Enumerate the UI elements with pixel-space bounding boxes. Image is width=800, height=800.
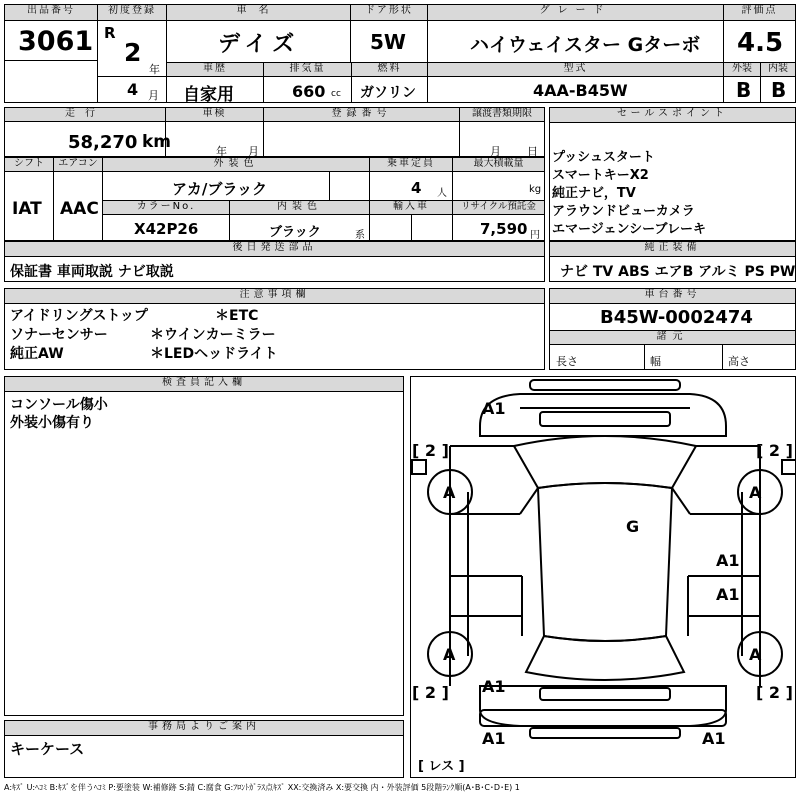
note-item: ＊LEDヘッドライト bbox=[150, 346, 278, 362]
mileage-unit: km bbox=[142, 132, 172, 152]
diagram-mark: G bbox=[626, 517, 640, 536]
recycle-label: リサイクル預託金 bbox=[453, 201, 544, 215]
sales-point-item: スマートキーX2 bbox=[552, 168, 649, 183]
seats-value: 4 bbox=[411, 179, 422, 197]
colorno-label: カラーNo. bbox=[103, 201, 229, 215]
diagram-mark: A1 bbox=[482, 677, 506, 696]
shift-label: シフト bbox=[5, 158, 53, 172]
score-label: 評価点 bbox=[724, 5, 795, 21]
inspector-label: 検査員記入欄 bbox=[5, 377, 403, 392]
intcolor-label: 内装色 bbox=[230, 201, 369, 215]
diagram-mark: [ 2 ] bbox=[412, 441, 449, 460]
diagram-mark: A bbox=[443, 645, 456, 664]
inspection-label: 車検 bbox=[166, 108, 263, 122]
diagram-mark: A1 bbox=[702, 729, 726, 748]
spec-label: 諸元 bbox=[550, 331, 795, 345]
legend: A:ｷｽﾞ U:ﾍｺﾐ B:ｷｽﾞを伴うﾍｺﾐ P:要塗装 W:補修跡 S:錆 C:腐食 G:ﾌﾛﾝﾄｶﾞﾗｽ点ｷｽﾞ XX:交換済み X:要交換 内・外装評価 5段階ﾗﾝｸ順(A･B･C･D･E) 1 bbox=[4, 783, 520, 792]
note-item: ＊ウインカーミラー bbox=[150, 327, 276, 343]
color-label: 外装色 bbox=[103, 158, 369, 172]
inspection-year: 年 bbox=[216, 145, 227, 158]
car-damage-diagram bbox=[410, 376, 796, 778]
length-label: 長さ bbox=[556, 355, 578, 368]
intcolor-suffix: 系 bbox=[355, 230, 365, 241]
int-grade: B bbox=[771, 78, 787, 102]
load-unit: kg bbox=[529, 184, 542, 195]
office-label: 事務局よりご案内 bbox=[5, 721, 403, 736]
door-type: 5W bbox=[370, 30, 406, 54]
office-text: キーケース bbox=[10, 740, 85, 758]
lot-label: 出品番号 bbox=[5, 5, 97, 21]
diagram-mark: A1 bbox=[482, 729, 506, 748]
cc-label: 排気量 bbox=[264, 63, 351, 77]
type-value: 4AA-B45W bbox=[533, 81, 628, 100]
type-label: 型式 bbox=[428, 63, 723, 77]
colorno-value: X42P26 bbox=[134, 220, 199, 238]
shift-value: IAT bbox=[12, 199, 42, 219]
sales-points-list bbox=[552, 149, 706, 239]
diagram-mark: A bbox=[749, 645, 762, 664]
first-reg-label: 初度登録 bbox=[98, 5, 166, 21]
diagram-mark: [ 2 ] bbox=[756, 441, 793, 460]
color-value: アカ/ブラック bbox=[172, 180, 268, 198]
equip-label: 純正装備 bbox=[550, 242, 795, 257]
inspector-line-1: コンソール傷小 bbox=[10, 397, 108, 413]
note-item: ソナーセンサー bbox=[10, 327, 108, 343]
reg-month-unit: 月 bbox=[148, 89, 159, 102]
ac-label: エアコン bbox=[54, 158, 102, 172]
model-label: 車名 bbox=[167, 5, 350, 21]
later-parts-value: 保証書 車両取説 ナビ取説 bbox=[10, 264, 174, 280]
era: R bbox=[104, 24, 116, 42]
int-label: 内装 bbox=[761, 63, 795, 77]
later-parts-label: 後日発送部品 bbox=[5, 242, 544, 257]
intcolor-value: ブラック bbox=[269, 225, 321, 240]
note-item: アイドリングストップ bbox=[10, 308, 148, 324]
ext-label: 外装 bbox=[724, 63, 760, 77]
diagram-mark: A1 bbox=[716, 551, 740, 570]
seats-unit: 人 bbox=[437, 188, 447, 199]
sales-points-label: セールスポイント bbox=[550, 108, 795, 123]
notes-label: 注意事項欄 bbox=[5, 289, 544, 304]
regno-label: 登録番号 bbox=[264, 108, 459, 122]
diagram-mark: A bbox=[443, 483, 456, 502]
mileage-label: 走行 bbox=[5, 108, 165, 122]
cc-value: 660 bbox=[292, 82, 326, 101]
transfer-month: 月 bbox=[490, 145, 501, 158]
transfer-day: 日 bbox=[527, 145, 538, 158]
width-label: 幅 bbox=[650, 355, 661, 368]
load-label: 最大積載量 bbox=[453, 158, 544, 172]
height-label: 高さ bbox=[728, 355, 750, 368]
seats-label: 乗車定員 bbox=[370, 158, 452, 172]
diagram-mark: A1 bbox=[716, 585, 740, 604]
diagram-mark: A1 bbox=[482, 399, 506, 418]
sales-point-item: 純正ナビ，TV bbox=[552, 186, 636, 201]
lot-number: 3061 bbox=[18, 26, 94, 57]
grade-label: グレード bbox=[428, 5, 723, 21]
sales-point-item: プッシュスタート bbox=[552, 150, 655, 165]
note-item: 純正AW bbox=[10, 346, 64, 362]
diagram-mark: [ レス ] bbox=[418, 759, 465, 774]
recycle-unit: 円 bbox=[530, 230, 540, 241]
inspection-month: 月 bbox=[248, 145, 259, 158]
sales-point-item: アラウンドビューカメラ bbox=[552, 204, 695, 219]
mileage-value: 58,270 bbox=[68, 132, 138, 153]
recycle-value: 7,590 bbox=[480, 220, 528, 238]
equip-value: ナビ TV ABS エアB アルミ PS PW bbox=[560, 264, 796, 280]
chassis-number: B45W-0002474 bbox=[600, 307, 753, 328]
ext-grade: B bbox=[736, 78, 752, 102]
sales-point-item: エマージェンシーブレーキ bbox=[552, 222, 706, 237]
inspector-line-2: 外装小傷有り bbox=[10, 415, 94, 431]
import-label: 輸入車 bbox=[370, 201, 452, 215]
history-value: 自家用 bbox=[183, 85, 234, 105]
reg-year: 2 bbox=[124, 38, 142, 67]
fuel-value: ガソリン bbox=[360, 85, 416, 101]
ac-value: AAC bbox=[60, 199, 99, 219]
reg-year-unit: 年 bbox=[149, 63, 160, 76]
transfer-label: 譲渡書類期限 bbox=[460, 108, 544, 122]
note-item: ＊ETC bbox=[215, 308, 259, 324]
fuel-label: 燃料 bbox=[352, 63, 427, 77]
grade-name: ハイウェイスター Gターボ bbox=[470, 34, 701, 56]
history-label: 車歴 bbox=[167, 63, 263, 77]
score-value: 4.5 bbox=[737, 28, 784, 58]
diagram-mark: A bbox=[749, 483, 762, 502]
door-label: ドア形状 bbox=[351, 5, 427, 21]
model-name: デイズ bbox=[218, 32, 301, 57]
diagram-mark: [ 2 ] bbox=[756, 683, 793, 702]
reg-month: 4 bbox=[127, 80, 139, 99]
diagram-mark: [ 2 ] bbox=[412, 683, 449, 702]
chassis-label: 車台番号 bbox=[550, 289, 795, 304]
cc-unit: cc bbox=[331, 89, 341, 99]
